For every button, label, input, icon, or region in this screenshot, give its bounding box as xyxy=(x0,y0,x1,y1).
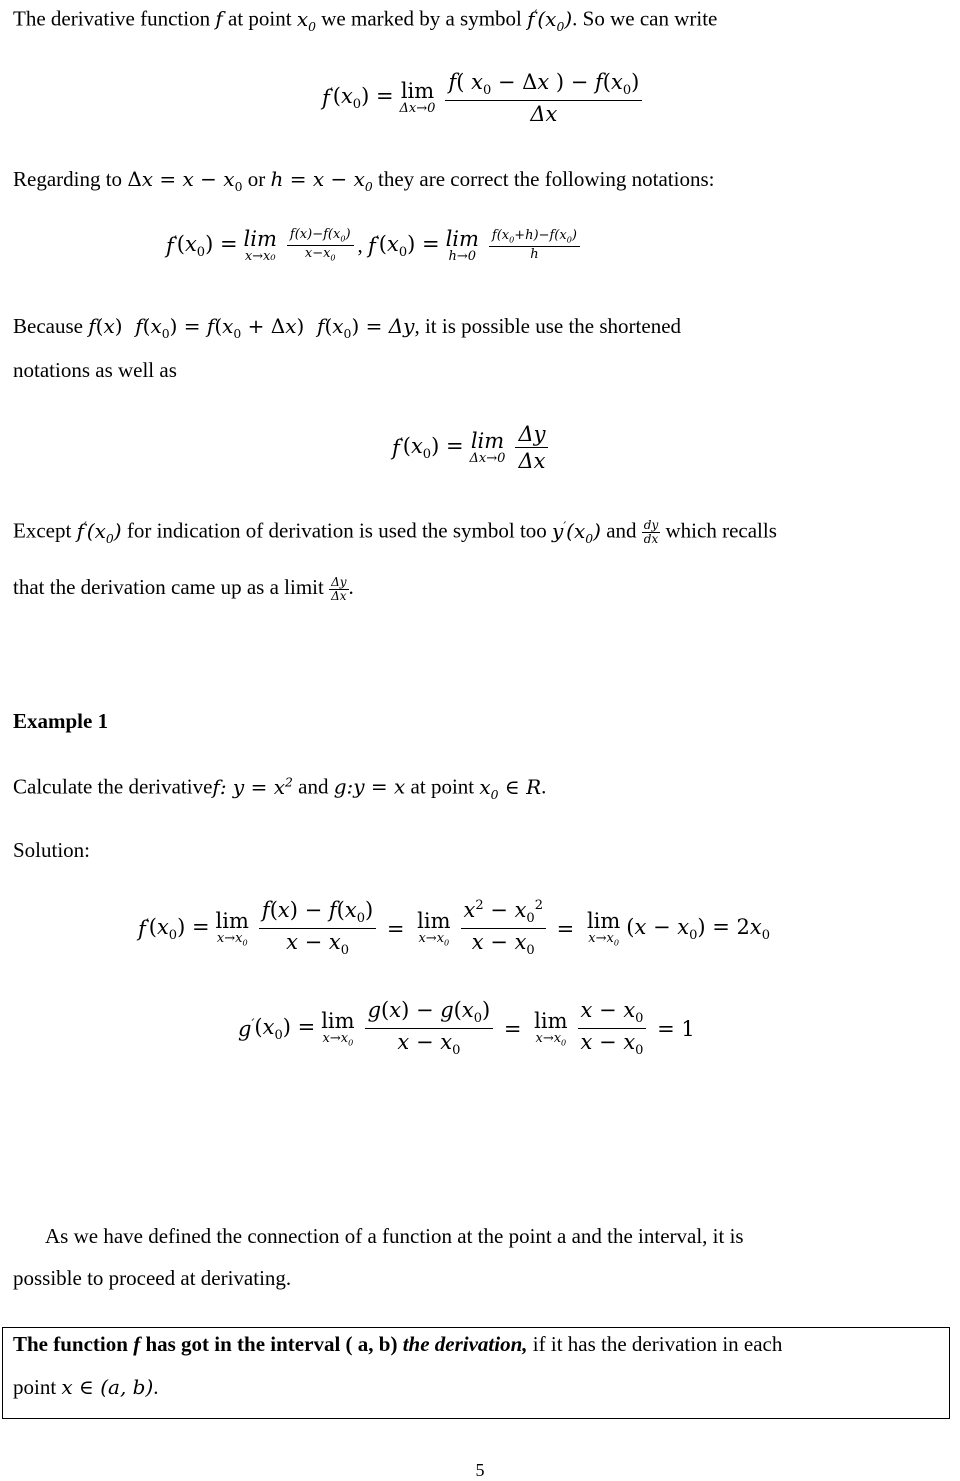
dy-over-dx-limit-fraction: $\frac{\Delta y}{\Delta x}$ xyxy=(331,574,347,603)
example-heading: Example 1 xyxy=(13,709,109,733)
equation-delta-notation: f′ $(x_0)$ = lim Δx→0 $\frac{\Delta y}{\Delta x}$ xyxy=(392,422,552,473)
definition-line-1: The function f has got in the interval ( a, b) the derivation, if it has the derivation in each xyxy=(13,1332,783,1356)
equation-derivative-definition: f′ $(x_0)$ = lim Δx→0 $\frac{f( x_0 - \Delta x ) - f(x_0)}{\Delta x}$ xyxy=(322,70,646,126)
difference-quotient: $\frac{f( x_0 - \Delta x ) - f(x_0)}{\Delta x}$ xyxy=(445,70,642,126)
text-line-4: notations as well as xyxy=(13,358,177,382)
solution-label: Solution: xyxy=(13,838,91,862)
solution-equation-f: f′ $(x_0)$ = lim $x\to x_0$ $\frac{f(x) - f(x_0)}{x - x_0}$ = lim $x\to x_0$ $\frac{x^2 - x_0^2}{x - x_0}$ = lim $x\to x_0$ $(x - x_0) = 2x_0$ xyxy=(138,898,771,959)
definition-line-2: point x ∈ (a, b). xyxy=(13,1375,159,1399)
example-task: Calculate the derivativef: $y = x^2$ and g:y = x at point $x_0$ ∈ R. xyxy=(13,774,547,802)
text-line-3: Because f(x) $f(x_0) = f(x_0 + \Delta x) f(x_0) = \Delta y$, it is possible use the shortened xyxy=(13,314,682,341)
page-number: 5 xyxy=(475,1460,485,1480)
paragraph-line-2: possible to proceed at derivating. xyxy=(13,1266,292,1290)
text-line-6: that the derivation came up as a limit $\frac{\Delta y}{\Delta x}$ . xyxy=(13,574,354,603)
dy-dx-fraction: $\frac{dy}{dx}$ xyxy=(643,518,659,547)
equation-alternative-notations: f′ $(x_0)$ = lim x→x₀ $\frac{f(x)-f(x_0)}{x-x_0}$ , f′ $(x_0)$ = lim h→0 $\frac{f(x_0+h)-f(x_0)}{h}$ xyxy=(166,228,584,264)
text-line-1: The derivative function f at point $x_0$ we marked by a symbol $f'(x_0)$. So we can write xyxy=(13,6,718,34)
solution-equation-g: g′ $(x_0)$ = lim $x\to x_0$ $\frac{g(x) - g(x_0)}{x - x_0}$ = lim $x\to x_0$ $\frac{x - x_0}{x - x_0}$ = 1 xyxy=(238,998,695,1059)
text-line-2: Regarding to $\Delta x = x - x_0$ or $h = x - x_0$ they are correct the following notations: xyxy=(13,167,715,194)
text-line-5: Except $f'(x_0)$ for indication of derivation is used the symbol too $y'(x_0)$ and $\frac{dy}{dx}$ which recalls xyxy=(13,518,777,547)
paragraph-line-1: As we have defined the connection of a function at the point a and the interval, it is xyxy=(45,1224,744,1248)
limit-operator: lim Δx→0 xyxy=(399,79,436,117)
